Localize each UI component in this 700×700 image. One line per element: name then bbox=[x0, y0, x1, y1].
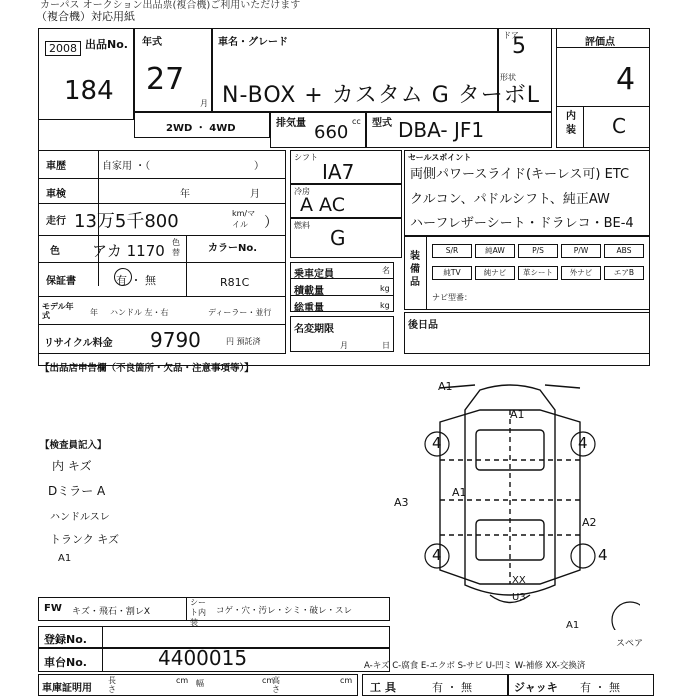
load-unit: kg bbox=[380, 284, 390, 293]
inspection-month: 月 bbox=[250, 189, 260, 200]
lot-year-stamp: 2008 bbox=[45, 41, 81, 56]
interior-label: 内装 bbox=[566, 111, 576, 136]
aftermarket-label: 後日品 bbox=[408, 320, 438, 331]
capacity-label: 乗車定員 bbox=[294, 269, 334, 280]
shape-label: 形状 bbox=[500, 73, 516, 82]
jack-value: 有 ・ 無 bbox=[580, 681, 620, 694]
certificate-height: 高さ bbox=[272, 676, 280, 694]
inspector-line-5: A1 bbox=[58, 553, 72, 564]
notes-heading: 【出品店申告欄（不良箇所・欠品・注意事項等）】 bbox=[40, 363, 254, 374]
weight-label: 総重量 bbox=[294, 303, 324, 314]
aircon-label: 冷房 bbox=[294, 187, 310, 196]
history-label: 車歴 bbox=[46, 161, 66, 172]
sales-points-label: セールスポイント bbox=[408, 153, 472, 162]
equipment-item: 純AW bbox=[475, 244, 515, 258]
header-subtitle: （複合機）対応用紙 bbox=[36, 10, 135, 23]
color-sub-label: 色替 bbox=[172, 238, 180, 257]
capacity-unit: 名 bbox=[382, 266, 390, 275]
registration-label: 登録No. bbox=[44, 633, 87, 646]
equipment-item: 純TV bbox=[432, 266, 472, 280]
seat-value: コゲ・穴・汚レ・シミ・破レ・スレ bbox=[216, 606, 353, 616]
certificate-unit-2: cm bbox=[262, 676, 275, 685]
equipment-item: S/R bbox=[432, 244, 472, 258]
recycle-label: リサイクル料金 bbox=[44, 338, 113, 349]
history-value: 自家用 ・（ bbox=[102, 161, 151, 172]
load-label: 積載量 bbox=[294, 286, 324, 297]
damage-legend: A-キズ C-腐食 E-エクボ S-サビ U-凹ミ W-補修 XX-交換済 bbox=[364, 661, 586, 671]
history-close: ） bbox=[254, 161, 264, 172]
mileage-label: 走行 bbox=[46, 216, 66, 227]
car-name-value: N-BOX + カスタム G ターボL bbox=[222, 83, 541, 108]
handle-value: ハンドル 左・右 bbox=[110, 308, 169, 317]
car-name-label: 車名・グレード bbox=[218, 37, 288, 48]
lot-label: 出品No. bbox=[85, 38, 128, 51]
model-year2-value: 年 bbox=[90, 308, 98, 317]
damage-mark-6: 4 bbox=[432, 434, 442, 452]
displacement-label: 排気量 bbox=[276, 118, 306, 129]
name-change-month: 月 bbox=[340, 341, 348, 350]
damage-mark-10: XX bbox=[512, 575, 526, 586]
header-top-text: カーパス オークション出品票(複合機)ご利用いただけます bbox=[40, 0, 301, 11]
navi-label: ナビ型番： bbox=[432, 293, 472, 302]
inspector-line-4: トランク キズ bbox=[50, 533, 120, 546]
damage-mark-4: A1 bbox=[452, 486, 467, 499]
certificate-label: 車庫証明用 bbox=[42, 683, 92, 694]
fuel-value: G bbox=[330, 226, 346, 250]
aftermarket-box bbox=[404, 312, 650, 354]
dealer-value: ディーラー・並行 bbox=[208, 308, 272, 317]
jack-label: ジャッキ bbox=[514, 681, 558, 694]
warranty-value: 有 ・ 無 bbox=[116, 274, 156, 287]
warranty-label: 保証書 bbox=[46, 276, 76, 287]
interior-value: C bbox=[612, 114, 626, 138]
weight-unit: kg bbox=[380, 301, 390, 310]
damage-mark-11: U3 bbox=[512, 592, 526, 603]
displacement-unit: cc bbox=[352, 117, 361, 126]
inspection-label: 車検 bbox=[46, 189, 66, 200]
registration-box bbox=[38, 626, 390, 648]
mileage-units: km/マイル bbox=[232, 209, 256, 229]
seat-label: シート内装 bbox=[190, 598, 206, 627]
model-code-label: 型式 bbox=[372, 118, 392, 129]
name-change-label: 名変期限 bbox=[294, 324, 334, 335]
tools-label: 工具 bbox=[370, 681, 400, 694]
inspector-heading: 【検査員記入】 bbox=[40, 440, 107, 451]
color-label: 色 bbox=[50, 246, 60, 257]
sales-points-line1: 両側パワースライド(キーレス可) ETC bbox=[410, 167, 630, 182]
displacement-value: 660 bbox=[314, 122, 349, 143]
mileage-value: 13万5千800 bbox=[74, 211, 179, 232]
inspector-line-3: ハンドルスレ bbox=[50, 512, 110, 523]
damage-mark-8: 4 bbox=[432, 546, 442, 564]
equipment-item: 純ナビ bbox=[475, 266, 515, 280]
equipment-item: 外ナビ bbox=[561, 266, 601, 280]
equipment-item: P/W bbox=[561, 244, 601, 258]
inspection-year: 年 bbox=[180, 189, 190, 200]
equipment-item: ABS bbox=[604, 244, 644, 258]
model-year2-label: モデル年式 bbox=[42, 302, 74, 320]
certificate-unit-3: cm bbox=[340, 676, 353, 685]
recycle-unit: 円 預託済 bbox=[226, 337, 261, 346]
chassis-label: 車台No. bbox=[44, 656, 87, 669]
certificate-unit-1: cm bbox=[176, 676, 189, 685]
equipment-item: エアB bbox=[604, 266, 644, 280]
year-value: 27 bbox=[146, 62, 185, 97]
rating-score: 4 bbox=[616, 62, 636, 97]
tools-value: 有 ・ 無 bbox=[432, 681, 472, 694]
sales-points-line2: クルコン、パドルシフト、純正AW bbox=[410, 192, 610, 207]
color-no-label: カラーNo. bbox=[208, 243, 258, 254]
inspector-line-2: Dミラー A bbox=[48, 484, 106, 498]
shift-label: シフト bbox=[294, 153, 318, 162]
color-no-value: R81C bbox=[220, 276, 250, 289]
inspector-line-1: 内 キズ bbox=[52, 459, 92, 473]
doors-label: ドア bbox=[503, 31, 519, 40]
name-change-day: 日 bbox=[382, 341, 390, 350]
aircon-value: A AC bbox=[300, 194, 345, 216]
fw-value: キズ・飛石・割レX bbox=[72, 607, 150, 617]
lot-number: 184 bbox=[64, 76, 114, 106]
equipment-item: P/S bbox=[518, 244, 558, 258]
damage-mark-9: 4 bbox=[598, 546, 608, 564]
mileage-note: ） bbox=[264, 215, 278, 231]
model-code-value: DBA- JF1 bbox=[398, 118, 485, 142]
damage-mark-1: A1 bbox=[438, 380, 453, 393]
damage-mark-7: 4 bbox=[578, 434, 588, 452]
damage-mark-2: A1 bbox=[510, 408, 525, 421]
recycle-value: 9790 bbox=[150, 328, 201, 352]
fuel-label: 燃料 bbox=[294, 221, 310, 230]
warranty-circle bbox=[114, 268, 132, 286]
equipment-item: 革シート bbox=[518, 266, 558, 280]
chassis-value: 4400015 bbox=[158, 646, 248, 670]
equipment-label: 装備品 bbox=[410, 251, 420, 288]
rating-label: 評価点 bbox=[585, 37, 615, 48]
fw-label: FW bbox=[44, 603, 62, 614]
damage-mark-3: A3 bbox=[394, 496, 409, 509]
damage-mark-5: A2 bbox=[582, 516, 597, 529]
color-value: アカ 1170 bbox=[92, 242, 165, 260]
year-label: 年式 bbox=[142, 37, 162, 48]
drive-options: 2WD ・ 4WD bbox=[166, 123, 236, 134]
year-unit: 月 bbox=[200, 99, 208, 108]
certificate-length: 長さ bbox=[108, 676, 116, 694]
shift-value: IA7 bbox=[322, 160, 355, 184]
doors-value: 5 bbox=[512, 34, 526, 59]
sales-points-line3: ハーフレザーシート・ドラレコ・BE-4 bbox=[410, 216, 634, 231]
damage-mark-12: A1 bbox=[566, 620, 580, 631]
spare-label: スペア bbox=[616, 639, 644, 649]
certificate-width: 幅 bbox=[196, 679, 204, 688]
